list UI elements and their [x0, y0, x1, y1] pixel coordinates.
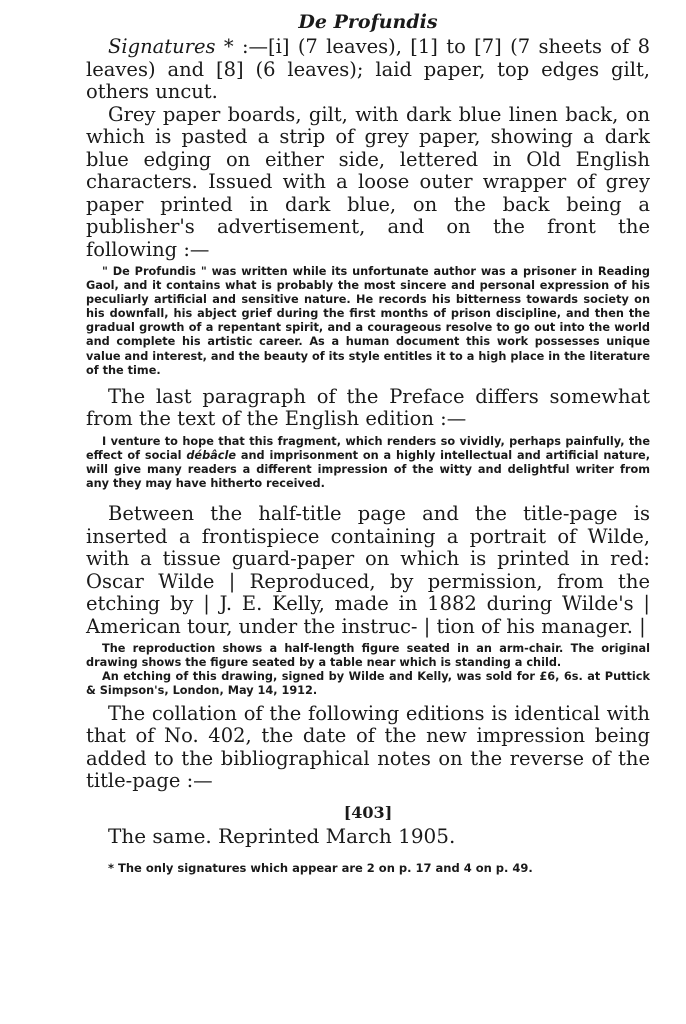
document-page: [86, 10, 650, 876]
etching-note: An etching of this drawing, signed by Wilde and Kelly, was sold for £6, 6s. at Puttick & Simpson's, London, May 14, 1912.: [86, 670, 650, 698]
signatures-paragraph: [86, 36, 650, 104]
footnote: * The only signatures which appear are 2 on p. 17 and 4 on p. 49.: [108, 860, 533, 875]
preface-quote-italic: débâcle: [186, 448, 237, 462]
collation-paragraph: The collation of the following editions is identical with that of No. 402, the date of the new impression being added to the bibliographical notes on the reverse of the title-page :—: [86, 701, 650, 792]
preface-quote: [86, 435, 650, 491]
signatures-text: :—[i] (7 leaves), [1] to [7] (7 sheets of 8 leaves) and [8] (6 leaves); laid paper, top edges gilt, others uncut.: [86, 35, 650, 103]
preface-quote-before: I venture to hope that this fragment, which renders so vividly, perhaps painfully, the effect of social: [86, 434, 650, 462]
preface-quote-after: and imprisonment on a highly intellectual and artificial nature, will give many readers a different impression of the witty and delightful writer from any they may have hitherto received.: [86, 448, 650, 491]
preface-paragraph: The last paragraph of the Preface differs somewhat from the text of the English edition :—: [86, 384, 650, 431]
running-head: De Profundis: [298, 11, 438, 33]
reproduction-note: The reproduction shows a half-length figure seated in an arm-chair. The original drawing shows the figure seated by a table near which is standing a child.: [86, 642, 650, 670]
entry-number: [403]: [343, 802, 393, 822]
binding-paragraph: Grey paper boards, gilt, with dark blue linen back, on which is pasted a strip of grey paper, showing a dark blue edging on either side, lettered in Old English characters. Issued with a loose outer wrapper of grey paper printed in dark blue, on the back being a publisher's advertisement, and on the front the following :—: [86, 102, 650, 261]
signatures-label: Signatures: [108, 35, 216, 58]
signatures-footnote-mark: *: [215, 35, 234, 58]
frontispiece-paragraph: Between the half-title page and the title-page is inserted a frontispiece containing a portrait of Wilde, with a tissue guard-paper on which is printed in red: Oscar Wilde | Reproduced, by permission, from the etching by | J. E. Kelly, made in 1882 during Wilde's | American tour, under the instruc- | tion of his manager. |: [86, 502, 650, 638]
wrapper-quote: " De Profundis " was written while its unfortunate author was a prisoner in Reading Gaol, and it contains what is probably the most sincere and personal expression of his peculiarly artificial and sensitive nature. He records his bitterness towards society on his downfall, his abject grief during the first months of prison discipline, and then the gradual growth of a repentant spirit, and a courageous resolve to go out into the world and complete his artistic career. As a human document this work possesses unique value and interest, and the beauty of its style entitles it to a high place in the literature of the time.: [86, 265, 650, 377]
entry-title: The same. Reprinted March 1905.: [108, 823, 456, 848]
